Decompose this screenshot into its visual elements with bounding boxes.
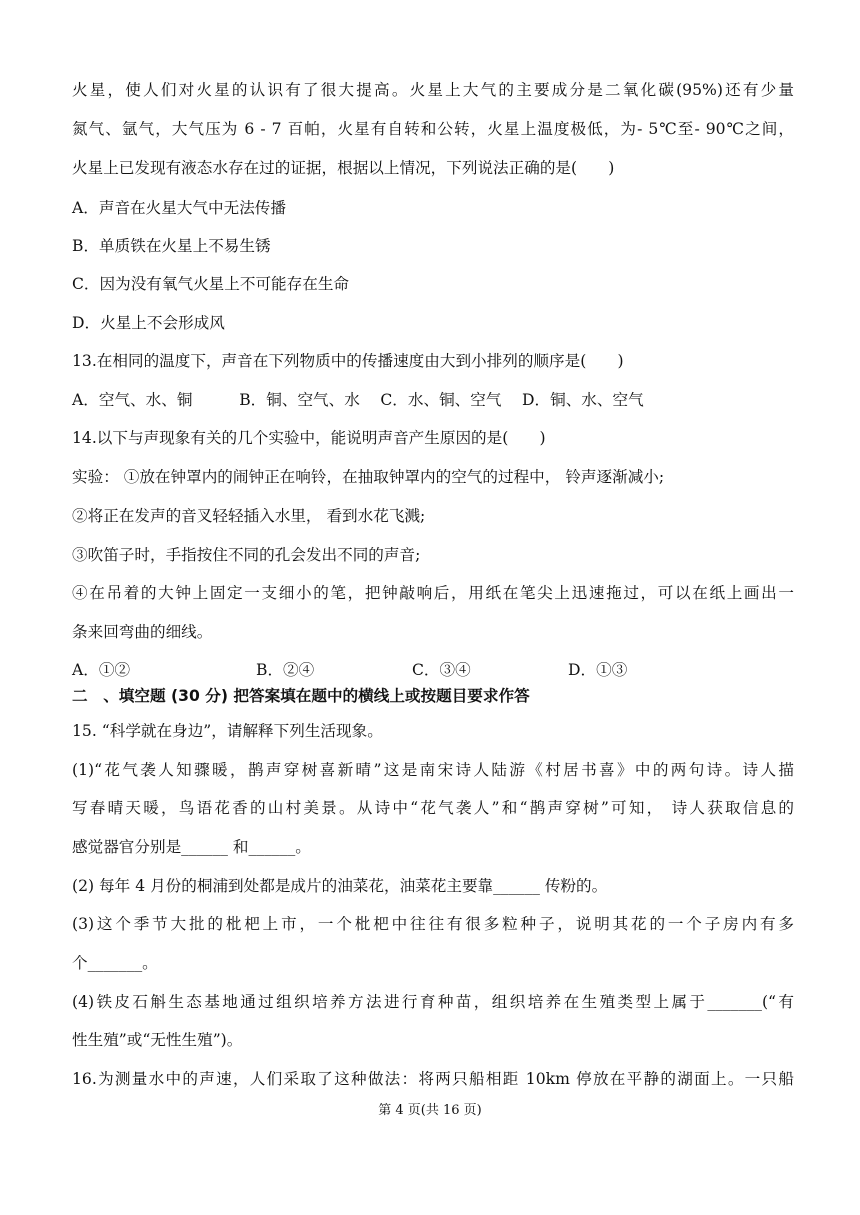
- option-b: B．单质铁在火星上不易生锈: [72, 237, 271, 255]
- text-line: 火星上已发现有液态水存在过的证据，根据以上情况，下列说法正确的是( ): [72, 159, 615, 177]
- question-16: 16.为测量水中的声速，人们采取了这种做法：将两只船相距 10km 停放在平静的湖面上。一只船: [72, 1070, 794, 1088]
- q14-option-d: D．①③: [568, 661, 628, 679]
- question-15: 15. “科学就在身边”，请解释下列生活现象。: [72, 722, 383, 740]
- text-line: 火星，使人们对火星的认识有了很大提高。火星上大气的主要成分是二氧化碳(95%)还有少量: [72, 81, 794, 99]
- text-line: 性生殖”或“无性生殖”)。: [72, 1031, 243, 1049]
- text-line: 感觉器官分别是______ 和______。: [72, 838, 311, 856]
- text-line: 写春晴天暖，鸟语花香的山村美景。从诗中“花气袭人”和“鹊声穿树”可知， 诗人获取信息的: [72, 799, 794, 817]
- option-c: C．因为没有氧气火星上不可能存在生命: [72, 275, 350, 293]
- text-line: ②将正在发声的音叉轻轻插入水里， 看到水花飞溅;: [72, 507, 426, 525]
- q14-option-c: C．③④: [412, 661, 471, 679]
- text-line: ③吹笛子时，手指按住不同的孔会发出不同的声音;: [72, 546, 421, 564]
- text-line: (4)铁皮石斛生态基地通过组织培养方法进行育种苗，组织培养在生殖类型上属于_______(“有: [72, 993, 794, 1011]
- text-line: (3)这个季节大批的枇杷上市，一个枇杷中往往有很多粒种子，说明其花的一个子房内有多: [72, 915, 794, 933]
- question-14: 14.以下与声现象有关的几个实验中，能说明声音产生原因的是( ): [72, 429, 546, 447]
- q14-option-b: B．②④: [256, 661, 315, 679]
- option-a: A．声音在火星大气中无法传播: [72, 199, 286, 217]
- page-footer: 第 4 页(共 16 页): [378, 1103, 482, 1118]
- question-13-options: A．空气、水、铜 B．铜、空气、水 C．水、铜、空气 D．铜、水、空气: [72, 391, 644, 409]
- text-line: (2) 每年 4 月份的桐浦到处都是成片的油菜花，油菜花主要靠______ 传粉的。: [72, 877, 608, 895]
- text-line: ④在吊着的大钟上固定一支细小的笔，把钟敲响后，用纸在笔尖上迅速拖过，可以在纸上画出一: [72, 584, 794, 602]
- q14-option-a: A．①②: [72, 661, 131, 679]
- text-line: (1)“花气袭人知骤暖，鹊声穿树喜新晴”这是南宋诗人陆游《村居书喜》中的两句诗。诗人描: [72, 761, 794, 779]
- text-line: 实验： ①放在钟罩内的闹钟正在响铃，在抽取钟罩内的空气的过程中， 铃声逐渐减小;: [72, 468, 665, 486]
- text-line: 氮气、氩气，大气压为 6 - 7 百帕，火星有自转和公转，火星上温度极低，为- 5℃至- 90℃之间，: [72, 120, 794, 138]
- question-13: 13.在相同的温度下，声音在下列物质中的传播速度由大到小排列的顺序是( ): [72, 352, 624, 370]
- option-d: D．火星上不会形成风: [72, 314, 225, 332]
- text-line: 个_______。: [72, 954, 158, 972]
- section-heading: 二 、填空题 (30 分) 把答案填在题中的横线上或按题目要求作答: [72, 687, 530, 705]
- text-line: 条来回弯曲的细线。: [72, 623, 213, 641]
